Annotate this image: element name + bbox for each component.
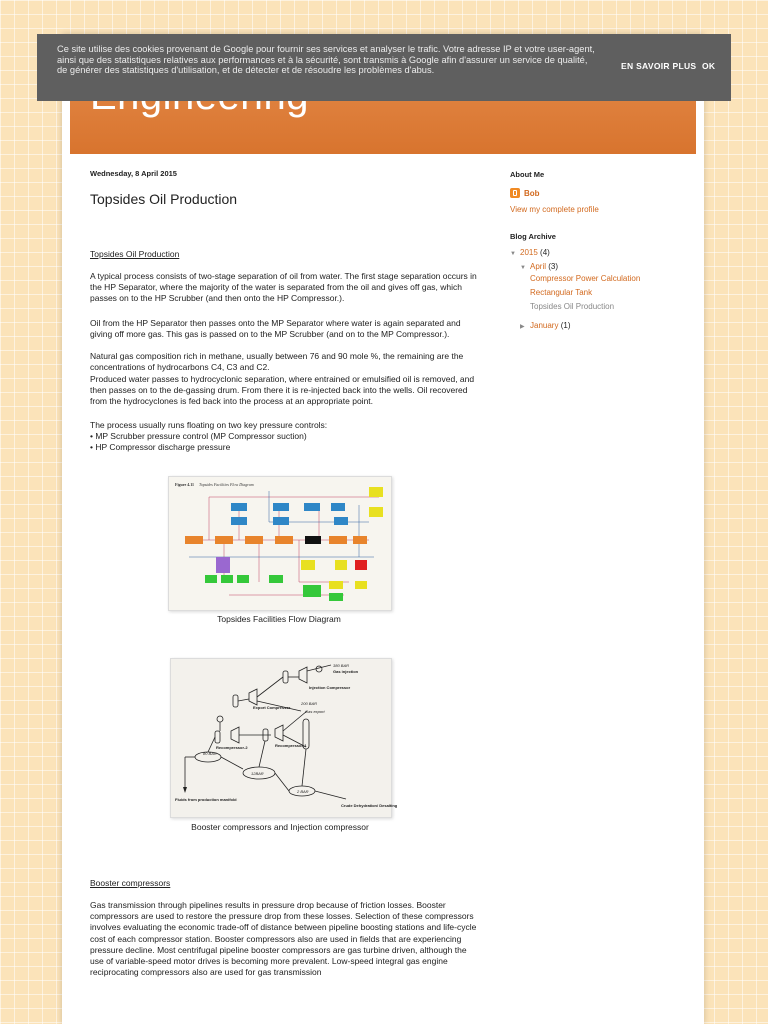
archive-year-count: (4) (540, 248, 550, 257)
figure-label: Figure 4.11 (175, 482, 195, 487)
archive-month-row (520, 321, 570, 330)
pressure-label: 380 BAR (333, 663, 350, 668)
post-paragraph: Oil from the HP Separator then passes onto the MP Separator where water is again separated and giving off more gas. This gas is passed on to the MP Scrubber (and on to the MP Compressor.). (90, 318, 461, 340)
about-me-heading: About Me (510, 170, 545, 179)
section-heading-topsides: Topsides Oil Production (90, 249, 180, 259)
archive-post-link[interactable]: Rectangular Tank (530, 288, 593, 297)
archive-month-link[interactable]: January (530, 321, 559, 330)
archive-post-current: Topsides Oil Production (530, 302, 615, 311)
archive-post-item-current (530, 302, 614, 311)
list-item: • HP Compressor discharge pressure (90, 442, 231, 452)
cookie-notice (37, 34, 731, 101)
archive-year-link[interactable]: 2015 (520, 248, 538, 257)
triangle-down-icon[interactable]: ▼ (510, 251, 516, 257)
flow-diagram-image[interactable] (168, 476, 392, 611)
compressor-schematic (171, 659, 398, 817)
pressure-label: 80 BAR (203, 751, 217, 756)
triangle-down-icon[interactable]: ▼ (520, 265, 526, 271)
archive-month-count: (1) (560, 321, 571, 330)
archive-year-row (510, 248, 550, 257)
diagram-label-gas-export: Gas export (305, 709, 325, 714)
sidebar (510, 170, 680, 241)
blog-archive-heading: Blog Archive (510, 232, 556, 241)
archive-month-link[interactable]: April (530, 262, 547, 271)
figure-caption: Booster compressors and Injection compressor (191, 822, 369, 832)
post-paragraph: Produced water passes to hydrocyclonic separation, where entrained or emulsified oil is removed, and then passes on to the de-gassing drum. From there it is re-injected back into the wells. Oil recovered from the hydrocyclones is fed back into the process at an appropriate point. (90, 374, 475, 407)
view-profile-link[interactable]: View my complete profile (510, 205, 599, 214)
compressor-schematic-image[interactable] (170, 658, 398, 818)
triangle-right-icon[interactable]: ▶ (520, 324, 525, 330)
post-paragraph: A typical process consists of two-stage separation of oil from water. The first stage separation occurs in the HP Separator, where the majority of the water is separated from the oil and gives off gas, which passes on to the HP Scrubber (and then onto the HP Compressor.). (90, 271, 477, 304)
learn-more-button[interactable]: EN SAVOIR PLUS (621, 61, 697, 71)
diagram-label-injection-compressor: Injection Compressor (309, 685, 351, 690)
author-row (510, 188, 680, 198)
archive-month-row (520, 262, 558, 271)
diagram-label-crude: Crude Dehydration/ Desalting (341, 803, 398, 808)
pressure-label: 200 BAR (301, 701, 318, 706)
archive-post-item (530, 288, 592, 297)
author-link[interactable]: Bob (524, 188, 540, 198)
archive-post-link[interactable]: Compressor Power Calculation (530, 274, 641, 283)
cookie-text: Ce site utilise des cookies provenant de Google pour fournir ses services et analyser le trafic. Votre adresse IP et votre user-agent, ainsi que des statistiques relatives aux performances et à la sécurité, sont transmis à Google afin d'assurer un service de qualité, de générer des statistiques d'utilisation, et de détecter et de résoudre les problèmes d'abus. (57, 44, 595, 75)
blogger-profile-icon (510, 188, 520, 198)
post (90, 169, 480, 207)
diagram-label-recompressor-1: Recompressor-1 (275, 743, 307, 748)
archive-post-item (530, 274, 640, 283)
figure-subtitle: Topsides Facilities Flow Diagram (199, 482, 254, 487)
diagram-label-fluids: Fluids from production manifold (175, 797, 237, 802)
list-item: • MP Scrubber pressure control (MP Compressor suction) (90, 431, 307, 441)
figure-caption: Topsides Facilities Flow Diagram (217, 614, 341, 624)
diagram-label-recompressor-2: Recompressor-2 (216, 745, 248, 750)
post-paragraph: Natural gas composition rich in methane, usually between 76 and 90 mole %, the remaining are the concentrations of hydrocarbons C4, C3 and C2. (90, 351, 464, 373)
diagram-label-export-compressor: Export Compressor (253, 705, 291, 710)
pressure-label: 2 BAR (297, 789, 309, 794)
post-paragraph: The process usually runs floating on two key pressure controls: (90, 420, 328, 430)
post-title[interactable]: Topsides Oil Production (90, 191, 238, 207)
cookie-ok-button[interactable]: OK (702, 61, 716, 71)
flow-diagram (169, 477, 391, 610)
diagram-label-gas-injection: Gas injection (333, 669, 359, 674)
section-heading-booster: Booster compressors (90, 878, 171, 888)
post-date: Wednesday, 8 April 2015 (90, 169, 177, 178)
view-profile-row (510, 205, 680, 214)
pressure-label: 12BAR (251, 771, 264, 776)
post-paragraph: Gas transmission through pipelines results in pressure drop because of friction losses. Booster compressors are used to restore the pressure drop from these losses. Selection of these compressors involves evaluating the economic trade-off of distance between pipeline boosting stations and life-cycle cost of each compressor station. Booster compressors also are used in fields that are experiencing pressure decline. Most centrifugal pipeline booster compressors are gas turbine driven, although the use of variable-speed motor drives is becoming more prevalent. Low-speed integral gas engine reciprocating compressors also are used for gas transmission (90, 900, 477, 978)
archive-month-count: (3) (548, 262, 559, 271)
